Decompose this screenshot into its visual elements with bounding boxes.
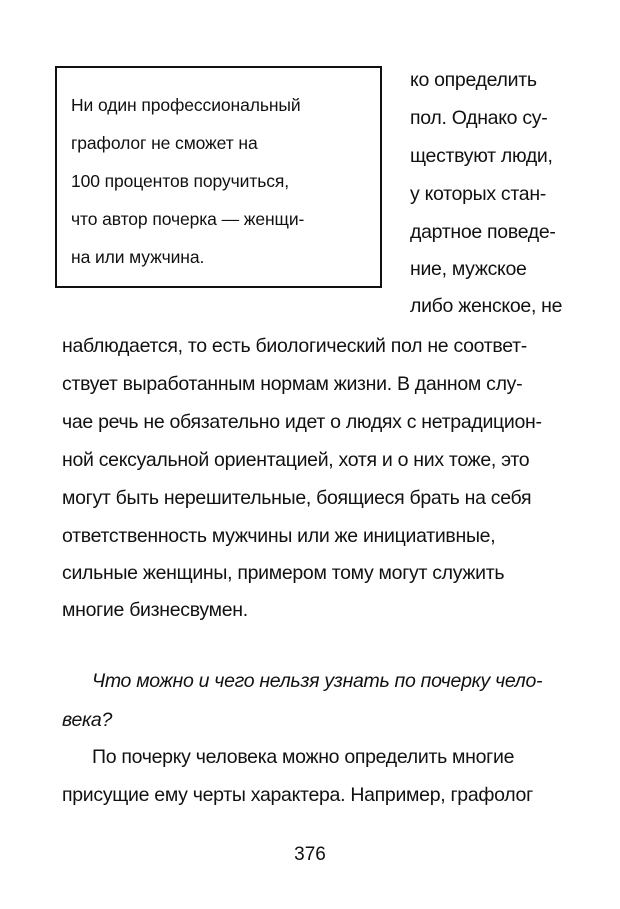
paragraph-text-line: присущие ему черты характера. Например, графолог — [62, 784, 533, 806]
callout-line: графолог не сможет на — [71, 133, 258, 153]
wrapped-text-line: ко определить — [410, 69, 537, 91]
callout-line: 100 процентов поручиться, — [71, 171, 290, 191]
body-text-line: могут быть нерешительные, боящиеся брать на себя — [62, 487, 532, 509]
wrapped-text-line: ние, мужское — [410, 258, 527, 280]
wrapped-text-line: либо женское, не — [410, 295, 563, 317]
page-number: 376 — [294, 844, 326, 865]
wrapped-text-line: у которых стан- — [410, 183, 546, 205]
body-text-line: чае речь не обязательно идет о людях с нетрадицион- — [62, 411, 542, 433]
wrapped-text-line: дартное поведе- — [410, 221, 556, 243]
callout-line: Ни один профессиональный — [71, 95, 301, 115]
paragraph-text-line: По почерку человека можно определить многие — [92, 746, 515, 768]
body-text-line: ной сексуальной ориентацией, хотя и о них тоже, это — [62, 449, 530, 471]
body-text-line: многие бизнесвумен. — [62, 599, 248, 621]
body-text-line: наблюдается, то есть биологический пол не соответ- — [62, 335, 527, 357]
body-text-line: ствует выработанным нормам жизни. В данном слу- — [62, 373, 523, 395]
wrapped-text-line: пол. Однако су- — [410, 107, 548, 129]
section-heading-line: века? — [62, 709, 112, 731]
callout-box — [55, 66, 382, 288]
body-text-line: ответственность мужчины или же инициативные, — [62, 525, 496, 547]
callout-line: на или мужчина. — [71, 247, 205, 267]
wrapped-text-line: ществуют люди, — [410, 145, 553, 167]
section-heading-line: Что можно и чего нельзя узнать по почерку чело- — [92, 670, 543, 692]
callout-line: что автор почерка — женщи- — [71, 209, 305, 229]
body-text-line: сильные женщины, примером тому могут служить — [62, 562, 505, 584]
